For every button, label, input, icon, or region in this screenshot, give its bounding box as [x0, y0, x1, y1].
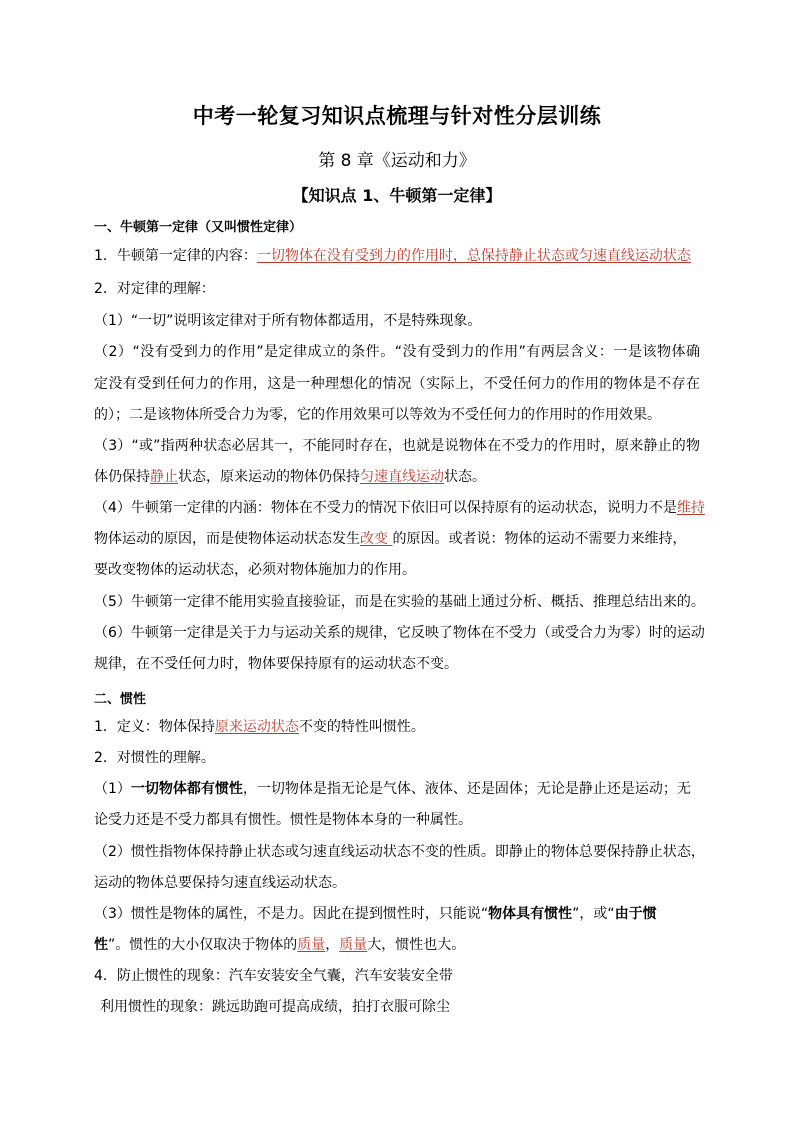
- item-4-line-3: 要改变物体的运动状态，必须对物体施加力的作用。: [94, 562, 416, 578]
- item-3-text-a: 体仍保持: [94, 469, 150, 485]
- section-title: 【知识点 1、牛顿第一定律】: [292, 186, 502, 205]
- item-3-text-c: 状态，原来运动的物体仍保持: [178, 469, 360, 485]
- item-5: （5）牛顿第一定律不能用实验直接验证，而是在实验的基础上通过分析、概括、推理总结出来的。: [94, 594, 705, 610]
- definition-text-a: 1．定义：物体保持: [94, 719, 215, 735]
- inertia-item-1-text: ，一切物体是指无论是气体、液体、还是固体；无论是静止还是运动；无: [242, 781, 691, 797]
- item-4-line-1: [94, 500, 705, 516]
- inertia-item-2-line-2: 运动的物体总要保持匀速直线运动状态。: [94, 875, 346, 891]
- item-4-answer-maintain: 维持: [676, 500, 705, 516]
- law-content-answer: 一切物体在没有受到力的作用时，总保持静止状态或匀速直线运动状态: [256, 248, 691, 264]
- inertia-understanding-heading: 2．对惯性的理解。: [94, 750, 215, 766]
- item-3-line-2: [94, 469, 700, 485]
- inertia-definition: [94, 719, 700, 735]
- item-3-line-1: （3）“或”指两种状态必居其一，不能同时存在，也就是说物体在不受力的作用时，原来静止的物: [94, 438, 700, 454]
- inertia-item-3-bold-b: 由于惯: [614, 906, 657, 922]
- section2-heading: 二、惯性: [94, 692, 147, 707]
- definition-answer: 原来运动状态: [214, 719, 299, 735]
- item-2-line-3: 的）；二是该物体所受合力为零，它的作用效果可以等效为不受任何力的作用时的作用效果。: [94, 407, 661, 423]
- inertia-item-3-line-1: [94, 906, 700, 922]
- item-1: （1）“一切”说明该定律对于所有物体都适用，不是特殊现象。: [94, 313, 482, 329]
- item-2-line-2: 定没有受到任何力的作用，这是一种理想化的情况（实际上，不受任何力的作用的物体是不存在: [94, 376, 700, 392]
- item-4-text-b: 物体运动的原因，而是使物体运动状态发生: [94, 531, 360, 547]
- law-content-line: [94, 248, 700, 264]
- item-6-line-2: 规律，在不受任何力时，物体要保持原有的运动状态不变。: [94, 656, 458, 672]
- item-4-answer-change: 改变: [360, 531, 388, 547]
- inertia-item-2-line-1: （2）惯性指物体保持静止状态或匀速直线运动状态不变的性质。即静止的物体总要保持静止状态，: [94, 844, 705, 860]
- item-4-line-2: [94, 531, 700, 547]
- section1-heading: 一、牛顿第一定律（又叫惯性定律）: [94, 220, 303, 235]
- chapter-title: 第 8 章《运动和力》: [318, 151, 476, 171]
- item-3-answer-uniform: 匀速直线运动: [360, 469, 444, 485]
- inertia-item-1-line-1: [94, 781, 700, 797]
- inertia-item-3-answer-mass-1: 质量: [297, 937, 326, 953]
- item-3-answer-static: 静止: [150, 469, 178, 485]
- inertia-item-1-num: （1）: [94, 781, 131, 797]
- inertia-item-3-text-a: （3）惯性是物体的属性，不是力。因此在提到惯性时，只能说“: [94, 906, 489, 922]
- definition-text-c: 不变的特性叫惯性。: [298, 719, 425, 735]
- inertia-item-3-answer-mass-2: 质量: [339, 937, 368, 953]
- understanding-heading: 2．对定律的理解：: [94, 281, 215, 297]
- inertia-item-1-line-2: 论受力还是不受力都具有惯性。惯性是物体本身的一种属性。: [94, 812, 472, 828]
- inertia-item-3-text-f: 大，惯性也大。: [367, 937, 466, 953]
- item-3-text-e: 状态。: [444, 469, 486, 485]
- inertia-item-3-bold-c: 性: [94, 937, 108, 953]
- inertia-item-3-text-d: ”。惯性的大小仅取决于物体的: [108, 937, 298, 953]
- inertia-item-3-text-c: ”，或“: [572, 906, 615, 922]
- inertia-item-3-line-2: [94, 937, 700, 953]
- item-4-text-a: （4）牛顿第一定律的内涵：物体在不受力的情况下依旧可以保持原有的运动状态，说明力不是: [94, 500, 677, 516]
- item-6-line-1: （6）牛顿第一定律是关于力与运动关系的规律，它反映了物体在不受力（或受合力为零）时的运动: [94, 625, 705, 641]
- prevent-inertia-line: 4．防止惯性的现象：汽车安装安全气囊，汽车安装安全带: [94, 968, 453, 984]
- inertia-item-1-bold: 一切物体都有惯性: [130, 781, 243, 797]
- use-inertia-line: 利用惯性的现象：跳远助跑可提高成绩，拍打衣服可除尘: [100, 999, 450, 1015]
- law-content-prefix: 1．牛顿第一定律的内容：: [94, 248, 257, 264]
- item-4-text-c: 的原因。或者说：物体的运动不需要力来维持，: [392, 531, 687, 547]
- inertia-item-3-comma: ，: [325, 937, 340, 953]
- document-title: 中考一轮复习知识点梳理与针对性分层训练: [192, 104, 602, 128]
- inertia-item-3-bold-a: 物体具有惯性: [488, 906, 573, 922]
- item-2-line-1: （2）“没有受到力的作用”是定律成立的条件。“没有受到力的作用”有两层含义：一是该物体确: [94, 344, 700, 360]
